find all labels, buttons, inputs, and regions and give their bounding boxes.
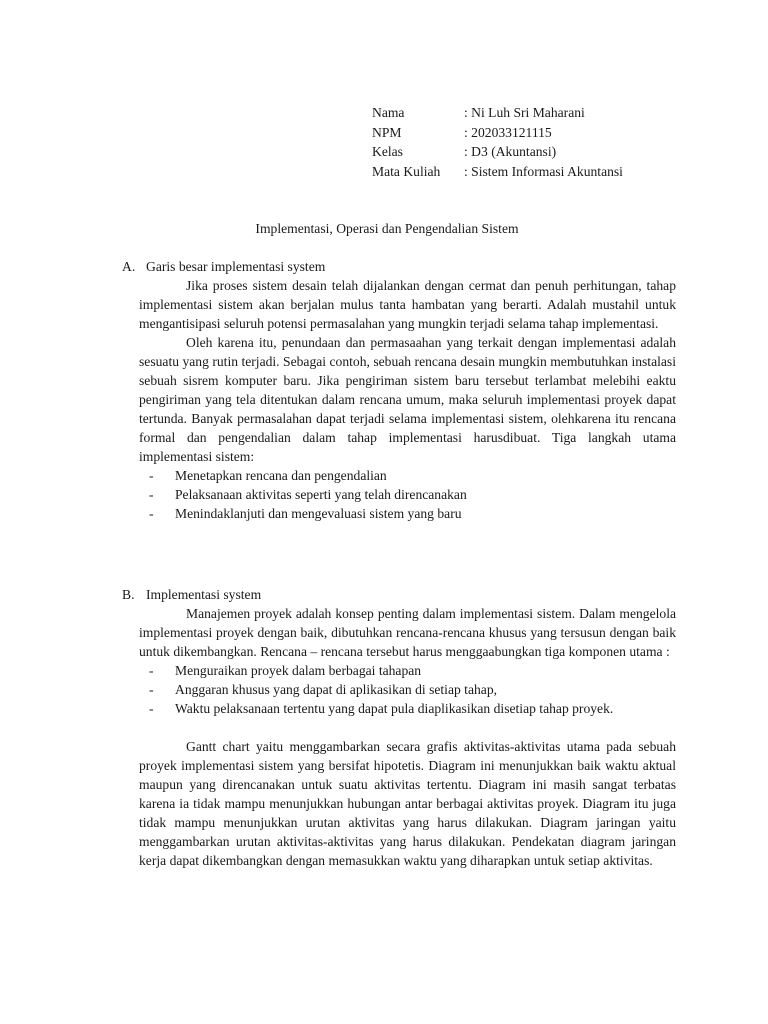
list-item: - Menindaklanjuti dan mengevaluasi sistem yang baru [175, 504, 676, 523]
list-item: - Menguraikan proyek dalam berbagai tahapan [175, 661, 676, 680]
identity-row-nama [372, 103, 623, 123]
bullet-list [120, 466, 676, 523]
list-item-text: Menindaklanjuti dan mengevaluasi sistem yang baru [175, 506, 462, 521]
list-item: - Anggaran khusus yang dapat di aplikasikan di setiap tahap, [175, 680, 676, 699]
identity-row-kelas [372, 142, 623, 162]
identity-row-mata-kuliah [372, 162, 623, 182]
list-item-text: Pelaksanaan aktivitas seperti yang telah direncanakan [175, 487, 467, 502]
identity-value: : 202033121115 [464, 124, 552, 140]
paragraph: Jika proses sistem desain telah dijalankan dengan cermat dan penuh perhitungan, tahap implementasi sistem akan berjalan mulus tanta hambatan yang berarti. Adalah mustahil untuk mengantisipasi seluruh potensi permasalahan yang mungkin terjadi selama tahap implementasi. [139, 278, 676, 331]
section-letter: A. [122, 259, 136, 274]
list-item-text: Anggaran khusus yang dapat di aplikasikan di setiap tahap, [175, 682, 498, 697]
identity-value: : D3 (Akuntansi) [464, 144, 557, 159]
list-item-text: Waktu pelaksanaan tertentu yang dapat pula diaplikasikan disetiap tahap proyek. [175, 701, 614, 716]
identity-block [372, 103, 623, 181]
section-b [120, 585, 676, 870]
section-heading [120, 585, 676, 604]
identity-label: Kelas [372, 144, 403, 159]
identity-value: : Ni Luh Sri Maharani [464, 105, 585, 120]
paragraph: Oleh karena itu, penundaan dan permasaahan yang terkait dengan implementasi adalah sesuatu yang rutin terjadi. Sebagai contoh, sebuah rencana desain mungkin membutuhkan instalasi sebuah sisrem komputer baru. Jika pengiriman sistem baru tersebut terlambat melebihi eaktu pengiriman yang tela ditentukan dalam rencana umum, maka seluruh implementasi proyek dapat tertunda. Banyak permasalahan dapat terjadi selama implementasi sistem, olehkarena itu rencana formal dan pengendalian dalam tahap implementasi harusdibuat. Tiga langkah utama implementasi sistem: [139, 335, 676, 464]
identity-label: Nama [372, 105, 405, 120]
list-item: - Waktu pelaksanaan tertentu yang dapat pula diaplikasikan disetiap tahap proyek. [175, 699, 676, 718]
list-item: - Menetapkan rencana dan pengendalian [175, 466, 676, 485]
blank-line [120, 718, 676, 737]
identity-label: NPM [372, 124, 402, 140]
document-title: Implementasi, Operasi dan Pengendalian Sistem [255, 221, 519, 236]
identity-label: Mata Kuliah [372, 163, 441, 179]
paragraph: Manajemen proyek adalah konsep penting dalam implementasi sistem. Dalam mengelola implementasi proyek dengan baik, dibutuhkan rencana-rencana khusus yang tersusun dengan baik untuk dikembangkan. Rencana – rencana tersebut harus menggaabungkan tiga komponen utama : [139, 606, 676, 659]
bullet-list [120, 661, 676, 718]
identity-row-npm [372, 123, 623, 143]
identity-value: : Sistem Informasi Akuntansi [464, 163, 623, 179]
section-heading [120, 257, 676, 276]
paragraph: Gantt chart yaitu menggambarkan secara grafis aktivitas-aktivitas utama pada sebuah proyek implementasi sistem yang bersifat hipotetis. Diagram ini menunjukkan baik waktu aktual maupun yang direncanakan untuk suatu aktivitas tertentu. Diagram ini masih sangat terbatas karena ia tidak mampu menunjukkan hubungan antar berbagai aktivitas proyek. Diagram itu juga tidak mampu menunjukkan urutan aktivitas yang harus dilakukan. Diagram jaringan yaitu menggambarkan urutan aktivitas-aktivitas yang harus dilakukan. Pendekatan diagram jaringan kerja dapat dikembangkan dengan memasukkan waktu yang diharapkan untuk setiap aktivitas. [139, 739, 676, 868]
section-heading-text: Implementasi system [146, 587, 262, 602]
list-item-text: Menguraikan proyek dalam berbagai tahapan [175, 663, 422, 678]
section-a [120, 257, 676, 523]
section-letter: B. [122, 587, 135, 602]
list-item: - Pelaksanaan aktivitas seperti yang telah direncanakan [175, 485, 676, 504]
section-heading-text: Garis besar implementasi system [146, 259, 326, 274]
list-item-text: Menetapkan rencana dan pengendalian [175, 468, 387, 483]
